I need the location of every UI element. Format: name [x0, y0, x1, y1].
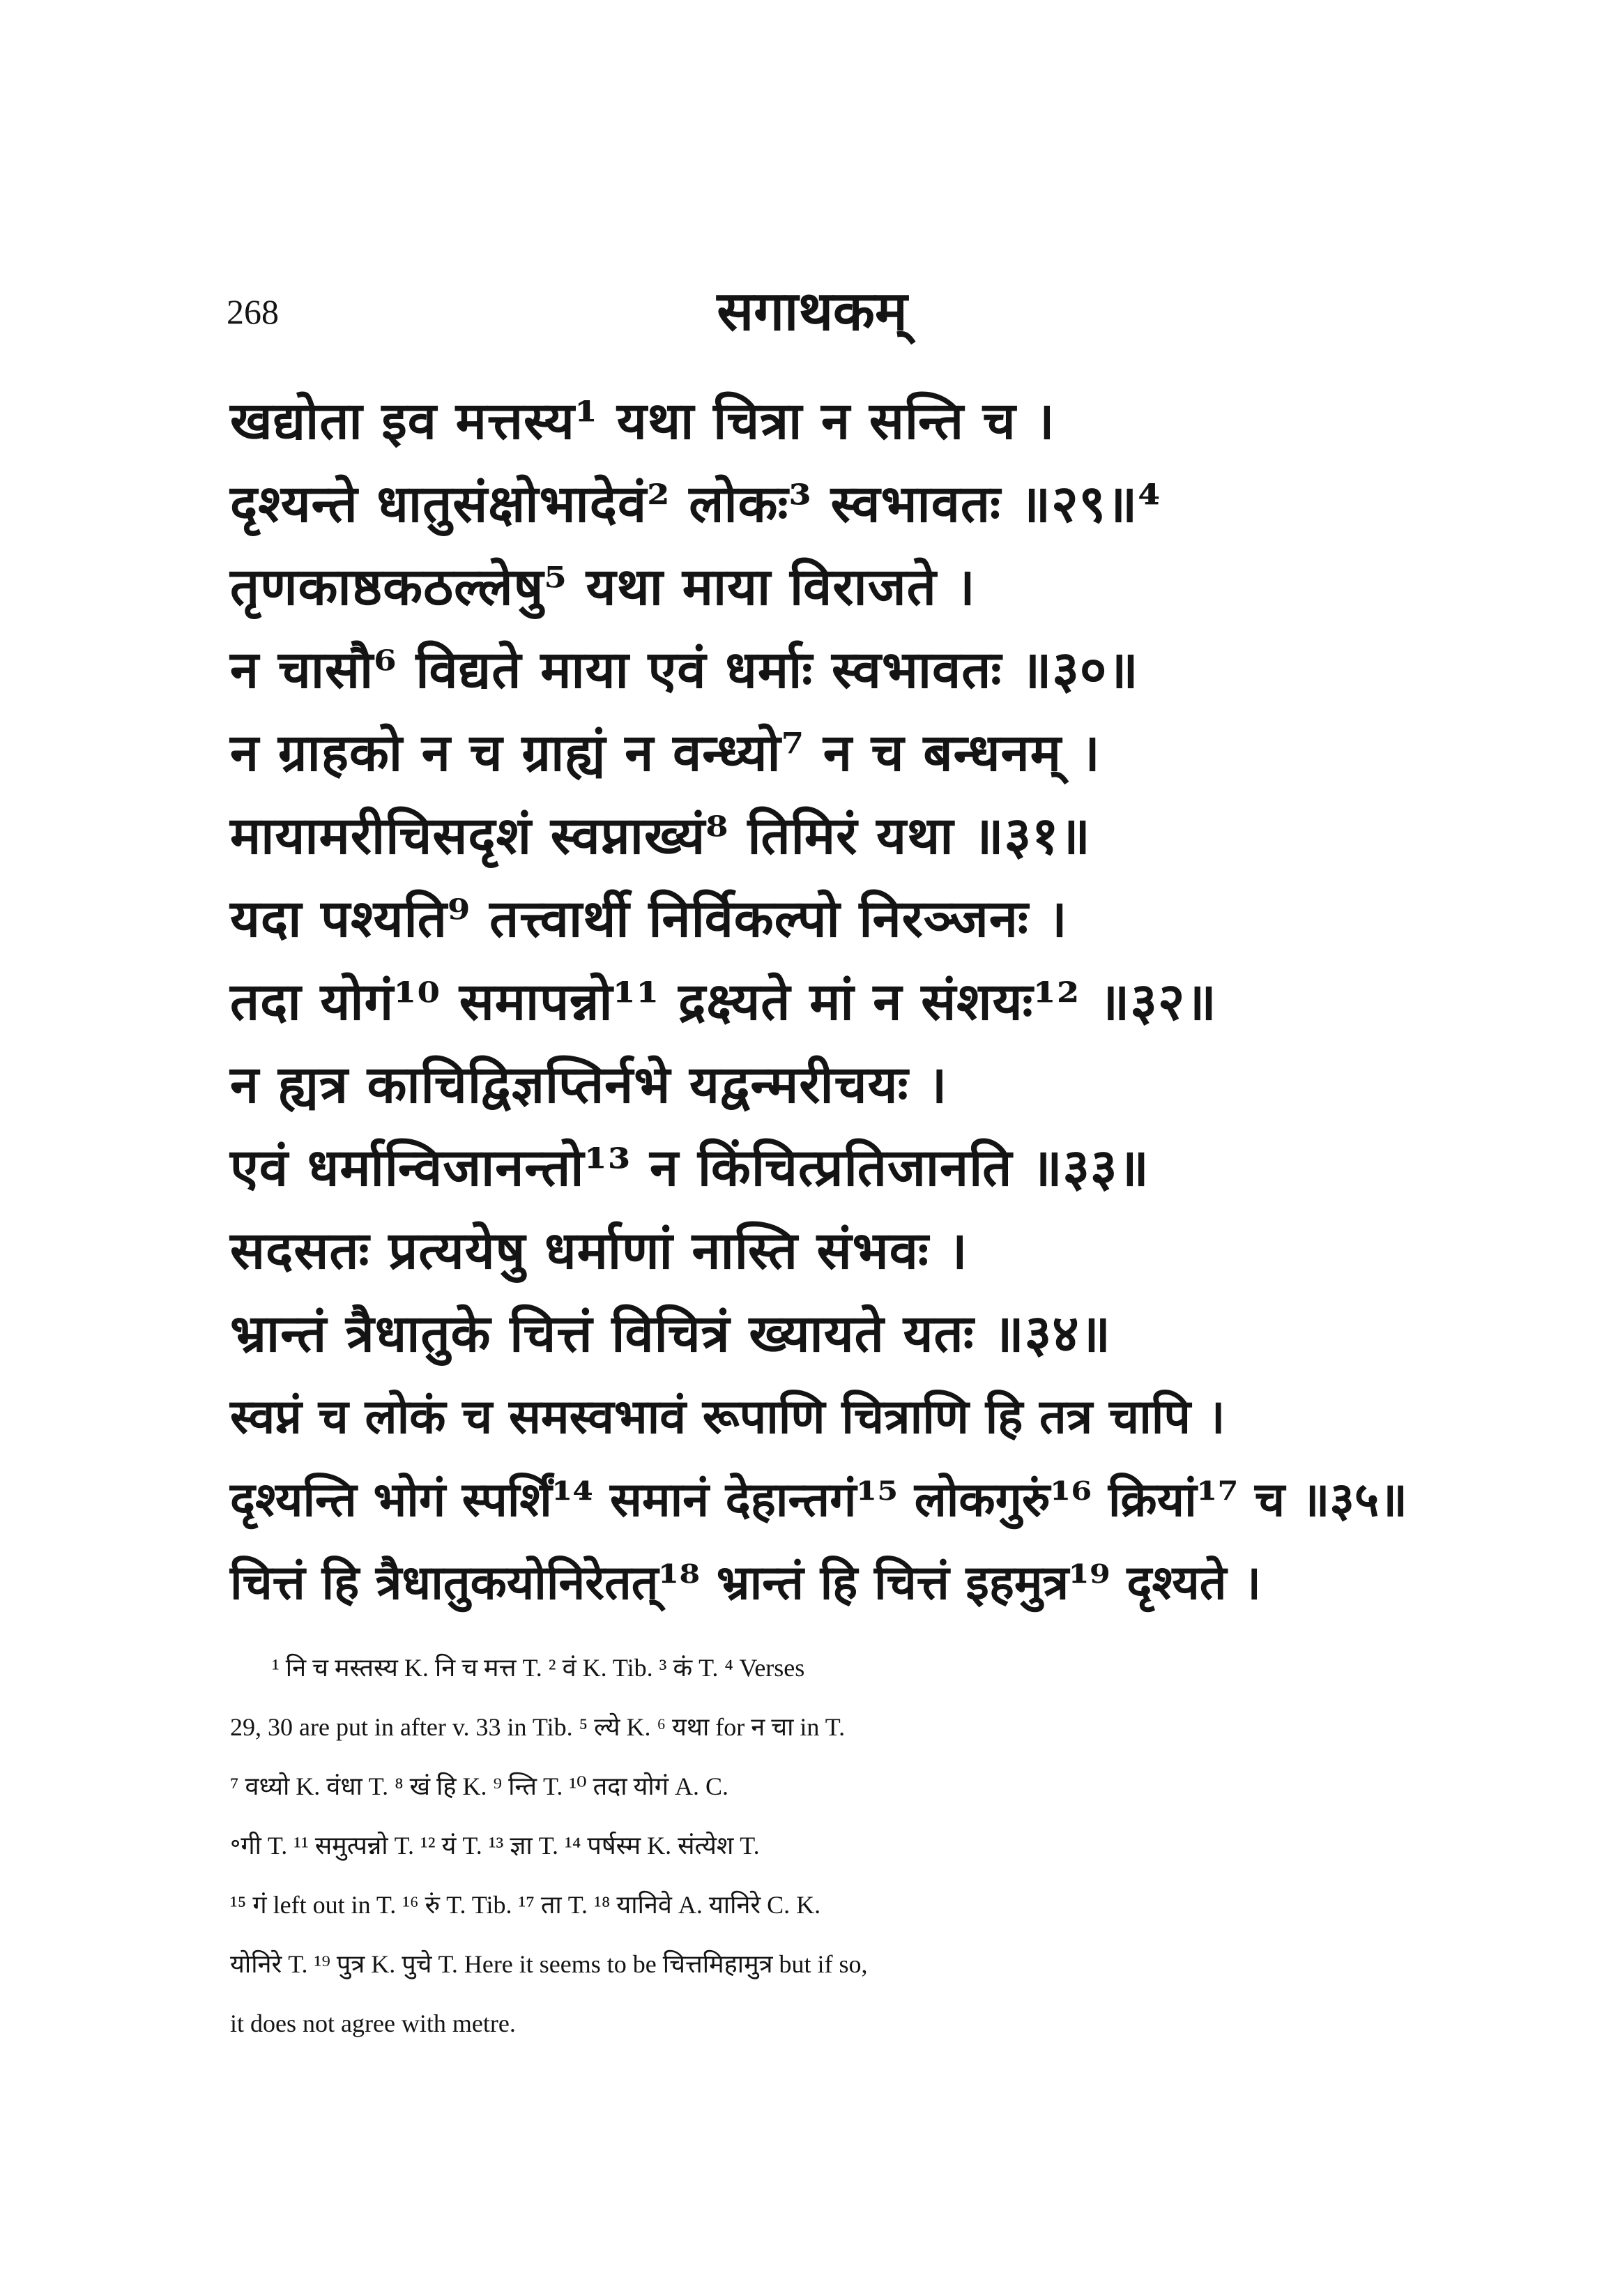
page-header	[227, 272, 1398, 356]
running-title: सगाथकम्	[717, 280, 908, 343]
footnote-line: योनिरे T. ¹⁹ पुत्र K. पुचे T. Here it seems to be चित्तमिहामुत्र but if so,	[230, 1950, 868, 1978]
footnote-line: ¹ नि च मस्तस्य K. नि च मत्त T. ² वं K. Tib. ³ कं T. ⁴ Verses	[272, 1654, 805, 1682]
verse-line: दृश्यन्ते धातुसंक्षोभादेवं² लोकः³ स्वभावतः ॥२९॥⁴	[230, 474, 1161, 534]
verse-line: न ह्यत्र काचिद्विज्ञप्तिर्नभे यद्वन्मरीचयः ।	[230, 1055, 948, 1115]
verse-line: स्वप्नं च लोकं च समस्वभावं रूपाणि चित्राणि हि तत्र चापि ।	[230, 1389, 1226, 1445]
verse-line: मायामरीचिसदृशं स्वप्नाख्यं⁸ तिमिरं यथा ॥३१॥	[230, 806, 1091, 866]
verse-line: तृणकाष्ठकठल्लेषु⁵ यथा माया विराजते ।	[230, 557, 976, 617]
verse-line: न चासौ⁶ विद्यते माया एवं धर्माः स्वभावतः ॥३०॥	[230, 640, 1139, 700]
footnote-line: ॰गी T. ¹¹ समुत्पन्नो T. ¹² यं T. ¹³ ज्ञा T. ¹⁴ पर्षस्म K. संत्येश T.	[230, 1832, 760, 1860]
footnotes	[230, 1639, 1401, 2053]
verse-line: तदा योगं¹⁰ समापन्नो¹¹ द्रक्ष्यते मां न संशयः¹² ॥३२॥	[230, 972, 1217, 1032]
verse-line: खद्योता इव मत्तस्य¹ यथा चित्रा न सन्ति च ।	[230, 391, 1055, 451]
verse-block	[230, 380, 1429, 1625]
footnote-line: 29, 30 are put in after v. 33 in Tib. ⁵ ल्ये K. ⁶ यथा for न चा in T.	[230, 1713, 846, 1741]
verse-line: न ग्राहको न च ग्राह्यं न वन्ध्यो⁷ न च बन्धनम् ।	[230, 723, 1101, 783]
verse-line: एवं धर्मान्विजानन्तो¹³ न किंचित्प्रतिजानति ॥३३॥	[230, 1138, 1150, 1198]
verse-line: भ्रान्तं त्रैधातुके चित्तं विचित्रं ख्यायते यतः ॥३४॥	[230, 1304, 1112, 1364]
verse-line: सदसतः प्रत्ययेषु धर्माणां नास्ति संभवः ।	[230, 1221, 968, 1281]
footnote-line: ⁷ वध्यो K. वंधा T. ⁸ खं हि K. ⁹ न्ति T. ¹⁰ तदा योगं A. C.	[230, 1772, 729, 1800]
footnote-line: it does not agree with metre.	[230, 2009, 516, 2037]
page-number: 268	[227, 292, 279, 331]
footnote-line: ¹⁵ गं left out in T. ¹⁶ रुं T. Tib. ¹⁷ ता T. ¹⁸ यानिवे A. यानिरे C. K.	[230, 1891, 821, 1919]
verse-line: दृश्यन्ति भोगं स्पर्शिं¹⁴ समानं देहान्तगं¹⁵ लोकगुरुं¹⁶ क्रियां¹⁷ च ॥३५॥	[230, 1472, 1407, 1528]
verse-line: चित्तं हि त्रैधातुकयोनिरेतत्¹⁸ भ्रान्तं हि चित्तं इहमुत्र¹⁹ दृश्यते ।	[230, 1555, 1262, 1611]
verse-line: यदा पश्यति⁹ तत्त्वार्थी निर्विकल्पो निरञ्जनः ।	[230, 889, 1068, 949]
